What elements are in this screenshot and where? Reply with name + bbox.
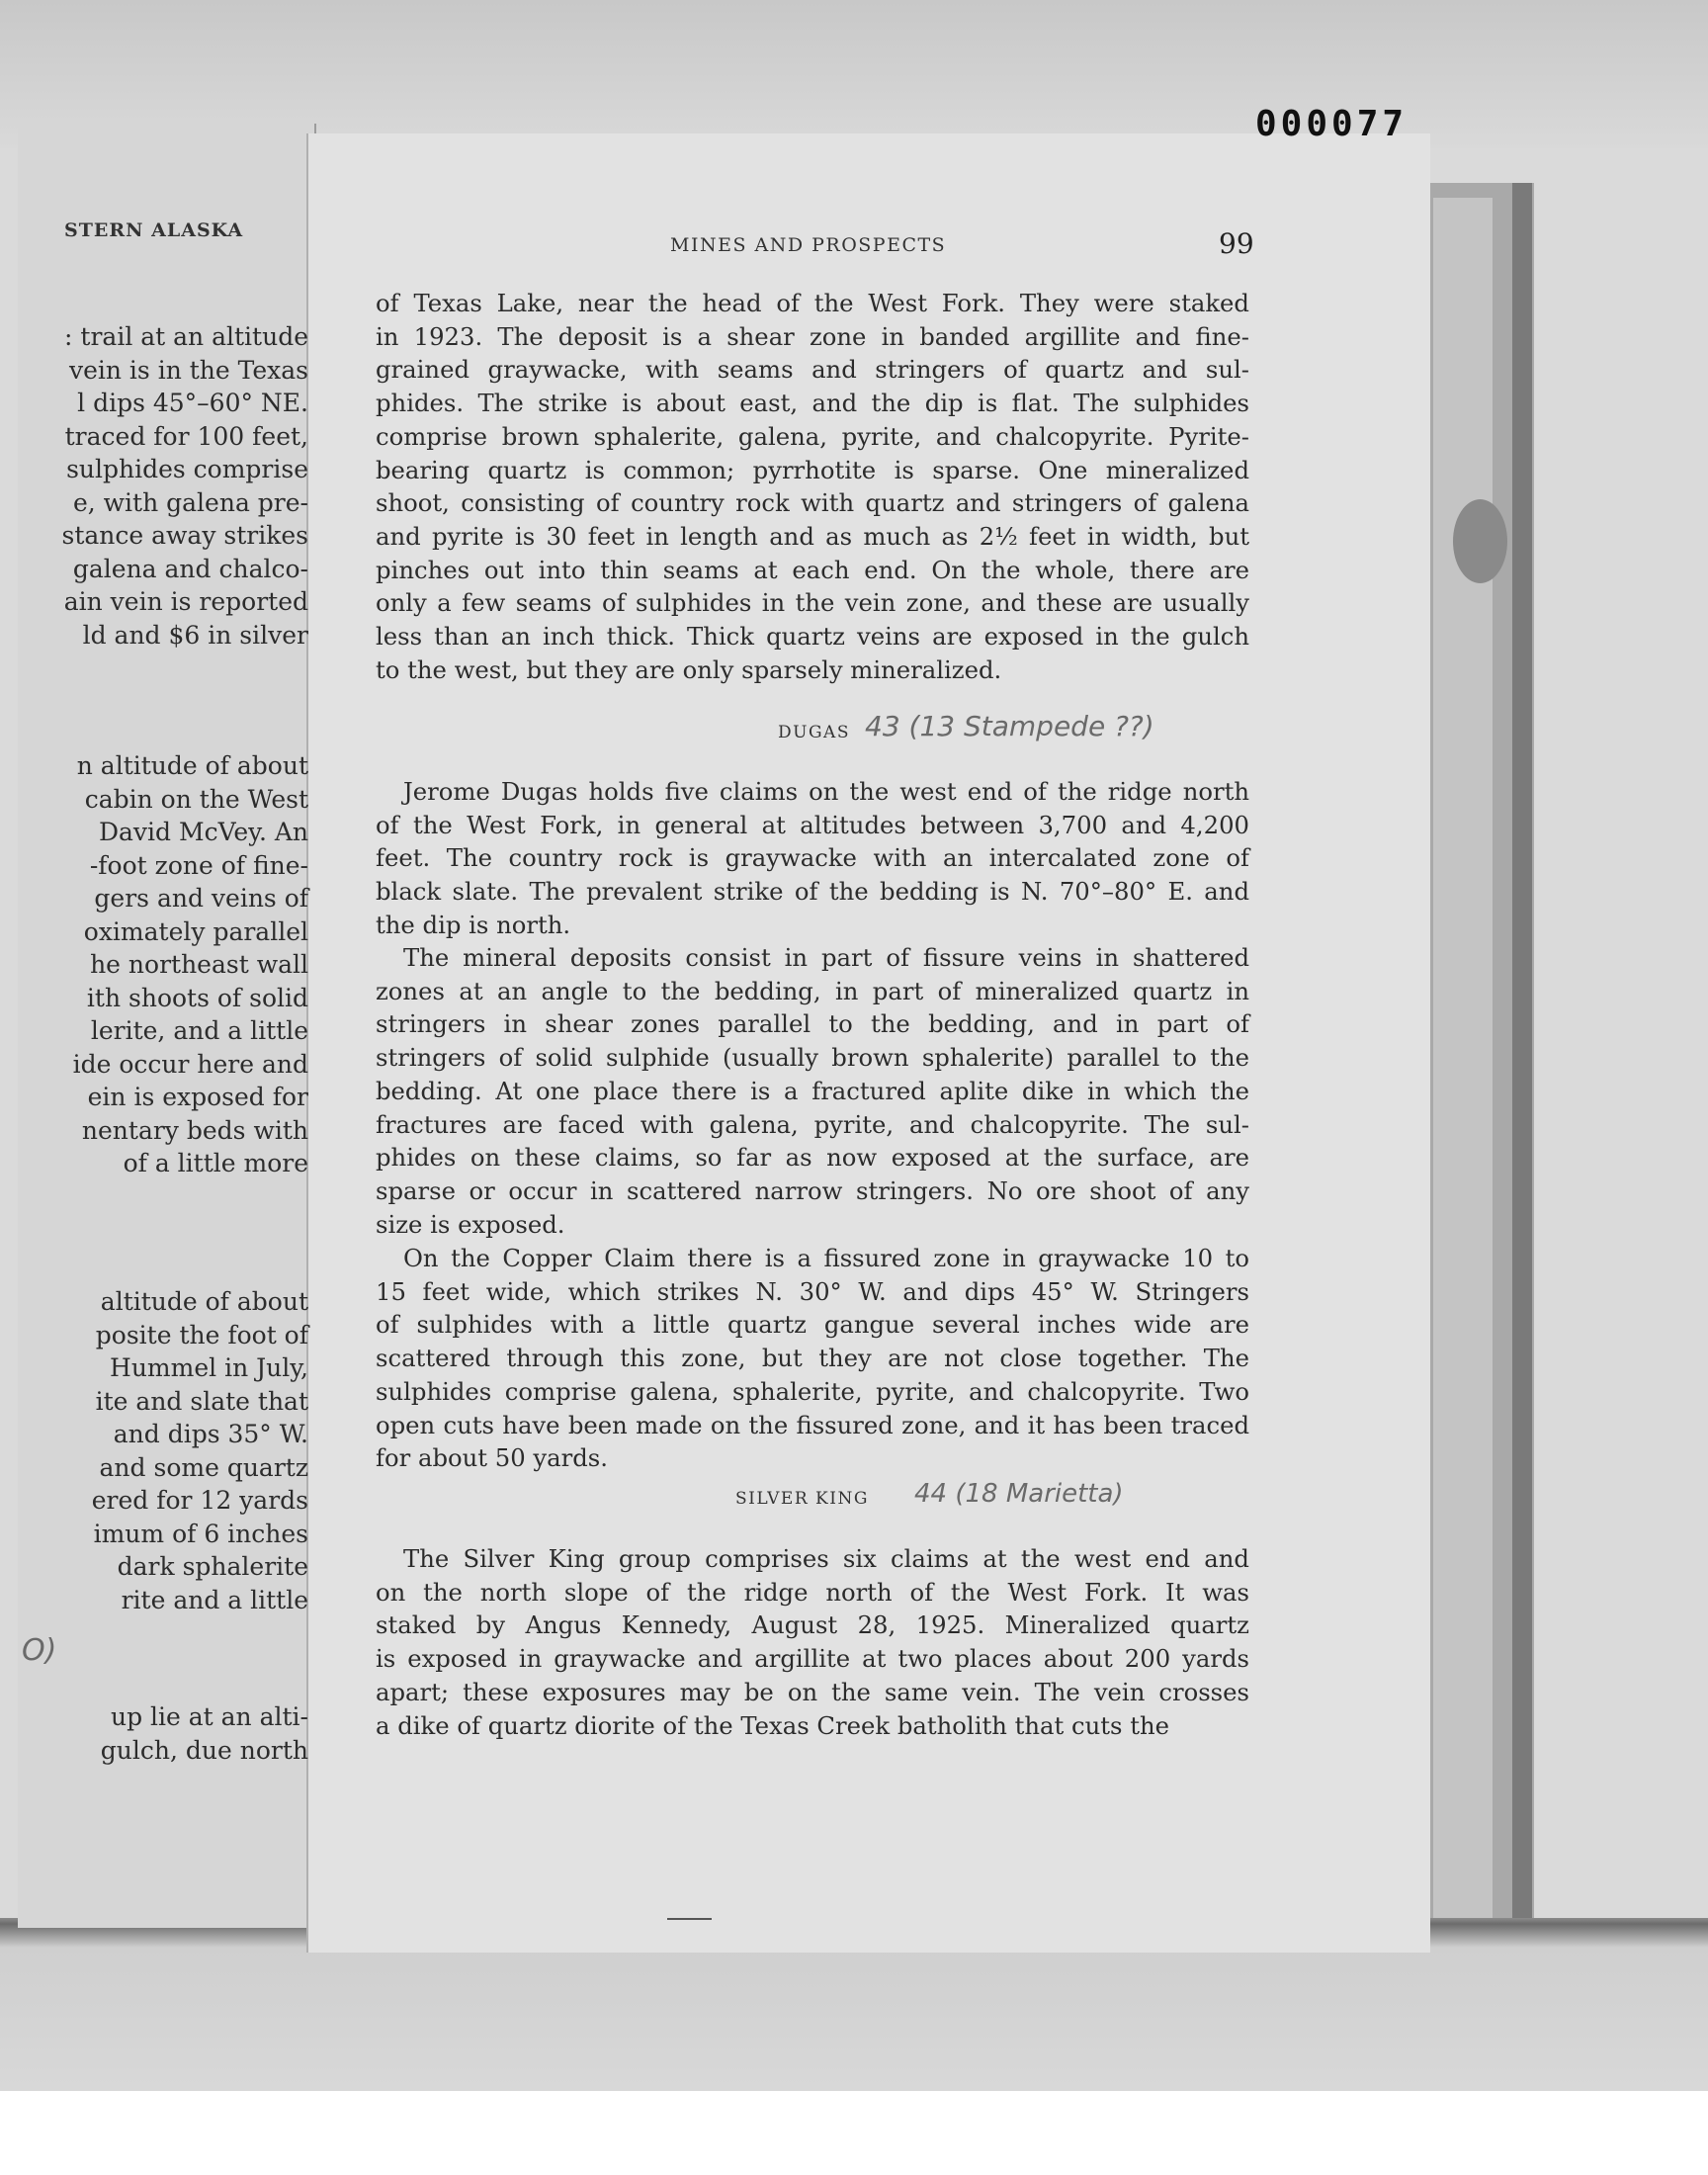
section-heading-dugas: DUGAS bbox=[778, 723, 850, 742]
text-line: feet. The country rock is graywacke with an intercalated zone of bbox=[376, 843, 1249, 873]
left-text-line: traced for 100 feet, bbox=[64, 421, 308, 451]
text-line: stringers in shear zones parallel to the bedding, and in part of bbox=[376, 1009, 1249, 1039]
text-line: is exposed in graywacke and argillite at two places about 200 yards bbox=[376, 1644, 1249, 1674]
left-text-line: ld and $6 in silver bbox=[82, 620, 308, 650]
text-line: bedding. At one place there is a fractured aplite dike in which the bbox=[376, 1076, 1249, 1105]
left-text-line: David McVey. An bbox=[98, 818, 308, 846]
text-line: the dip is north. bbox=[376, 910, 571, 939]
text-line: of Texas Lake, near the head of the West Fork. They were staked bbox=[376, 289, 1249, 317]
text-line: of the West Fork, in general at altitudes between 3,700 and 4,200 bbox=[376, 810, 1249, 839]
left-text-line: cabin on the West bbox=[84, 784, 308, 814]
left-text-line: ith shoots of solid bbox=[86, 983, 308, 1012]
left-text-line: gers and veins of bbox=[94, 884, 308, 913]
left-text-line: he northeast wall bbox=[90, 950, 308, 979]
text-line: and pyrite is 30 feet in length and as much as 2½ feet in width, but bbox=[376, 521, 1249, 551]
text-line: only a few seams of sulphides in the vein zone, and these are usually bbox=[376, 588, 1249, 618]
text-line: staked by Angus Kennedy, August 28, 1925. Mineralized quartz bbox=[376, 1610, 1249, 1640]
text-line: to the west, but they are only sparsely mineralized. bbox=[376, 654, 1002, 684]
text-line: The mineral deposits consist in part of fissure veins in shattered bbox=[403, 943, 1249, 972]
left-text-line: ite and slate that bbox=[95, 1386, 308, 1416]
left-text-line: rite and a little bbox=[121, 1585, 308, 1614]
text-line: bearing quartz is common; pyrrhotite is sparse. One mineralized bbox=[376, 455, 1249, 484]
left-text-line: Hummel in July, bbox=[110, 1353, 308, 1382]
left-text-line: ered for 12 yards bbox=[91, 1486, 308, 1515]
left-text-line: ide occur here and bbox=[72, 1049, 308, 1079]
text-line: grained graywacke, with seams and stringers of quartz and sul- bbox=[376, 355, 1249, 385]
left-running-head: STERN ALASKA bbox=[64, 219, 244, 241]
text-line: stringers of solid sulphide (usually brown sphalerite) parallel to the bbox=[376, 1043, 1249, 1073]
left-text-line: oximately parallel bbox=[83, 916, 308, 946]
paragraph-2 bbox=[376, 775, 1249, 942]
left-text-line: of a little more bbox=[123, 1149, 308, 1177]
text-line: of sulphides with a little quartz gangue several inches wide are bbox=[376, 1310, 1249, 1340]
left-text-line: dark sphalerite bbox=[117, 1552, 308, 1581]
left-text-line: posite the foot of bbox=[95, 1320, 308, 1349]
page-number: 99 bbox=[1219, 227, 1254, 260]
left-text-line: altitude of about bbox=[100, 1287, 308, 1316]
running-head: MINES AND PROSPECTS bbox=[670, 234, 947, 256]
paragraph-4 bbox=[376, 1242, 1249, 1475]
punch-hole bbox=[1453, 499, 1507, 583]
left-text-line: l dips 45°–60° NE. bbox=[77, 389, 308, 417]
left-text-line: lerite, and a little bbox=[90, 1016, 308, 1045]
text-line: shoot, consisting of country rock with quartz and stringers of galena bbox=[376, 488, 1249, 518]
text-line: zones at an angle to the bedding, in part of mineralized quartz in bbox=[376, 976, 1249, 1005]
left-text-line: sulphides comprise bbox=[66, 455, 308, 483]
left-text-line: ain vein is reported bbox=[63, 587, 308, 616]
handnote-dugas: 43 (13 Stampede ??) bbox=[865, 710, 1154, 742]
left-text-line: nentary beds with bbox=[81, 1115, 308, 1145]
left-text-line: galena and chalco- bbox=[72, 554, 308, 583]
left-text-line: up lie at an alti- bbox=[110, 1702, 308, 1731]
text-line: black slate. The prevalent strike of the bedding is N. 70°–80° E. and bbox=[376, 877, 1249, 907]
left-text-line: n altitude of about bbox=[76, 751, 308, 780]
left-text-line: stance away strikes bbox=[61, 521, 308, 550]
page-id-stamp: 000077 bbox=[1255, 104, 1409, 144]
text-line: sulphides comprise galena, sphalerite, pyrite, and chalcopyrite. Two bbox=[376, 1376, 1249, 1406]
left-text-line: e, with galena pre- bbox=[72, 487, 308, 517]
section-heading-silver-king: SILVER KING bbox=[735, 1489, 869, 1509]
text-line: comprise brown sphalerite, galena, pyrite, and chalcopyrite. Pyrite- bbox=[376, 421, 1249, 451]
text-line: 15 feet wide, which strikes N. 30° W. and dips 45° W. Stringers bbox=[376, 1276, 1249, 1306]
left-text-line: imum of 6 inches bbox=[93, 1519, 308, 1548]
text-line: on the north slope of the ridge north of the West Fork. It was bbox=[376, 1577, 1249, 1607]
binder-edge bbox=[1512, 183, 1532, 1962]
left-text-line: and dips 35° W. bbox=[113, 1420, 308, 1448]
left-text-line: ein is exposed for bbox=[87, 1083, 308, 1111]
text-line: On the Copper Claim there is a fissured zone in graywacke 10 to bbox=[403, 1244, 1249, 1272]
text-line: phides on these claims, so far as now exposed at the surface, are bbox=[376, 1143, 1249, 1173]
paragraph-1 bbox=[376, 287, 1249, 686]
text-line: phides. The strike is about east, and the dip is flat. The sulphides bbox=[376, 389, 1249, 418]
text-line: for about 50 yards. bbox=[376, 1443, 608, 1473]
text-line: scattered through this zone, but they are not close together. The bbox=[376, 1344, 1249, 1373]
left-handnote: O) bbox=[22, 1633, 57, 1668]
text-line: in 1923. The deposit is a shear zone in banded argillite and fine- bbox=[376, 321, 1249, 351]
text-line: a dike of quartz diorite of the Texas Creek batholith that cuts the bbox=[376, 1710, 1169, 1740]
binder-strip bbox=[1433, 198, 1493, 1938]
text-line: less than an inch thick. Thick quartz veins are exposed in the gulch bbox=[376, 622, 1249, 652]
left-text-line: -foot zone of fine- bbox=[89, 850, 308, 880]
text-line: Jerome Dugas holds five claims on the west end of the ridge north bbox=[403, 777, 1249, 806]
left-text-line: : trail at an altitude bbox=[64, 322, 308, 351]
paragraph-5 bbox=[376, 1542, 1249, 1742]
text-line: open cuts have been made on the fissured zone, and it has been traced bbox=[376, 1410, 1249, 1439]
text-line: The Silver King group comprises six claims at the west end and bbox=[403, 1544, 1249, 1573]
text-line: pinches out into thin seams at each end. On the whole, there are bbox=[376, 555, 1249, 584]
text-line: size is exposed. bbox=[376, 1209, 565, 1239]
left-text-line: vein is in the Texas bbox=[68, 355, 308, 385]
text-line: fractures are faced with galena, pyrite, and chalcopyrite. The sul- bbox=[376, 1109, 1249, 1139]
left-text-line: and some quartz bbox=[99, 1452, 308, 1482]
paragraph-3 bbox=[376, 941, 1249, 1241]
handnote-silver-king: 44 (18 Marietta) bbox=[914, 1479, 1124, 1509]
scan-mark bbox=[667, 1918, 712, 1920]
text-line: apart; these exposures may be on the same vein. The vein crosses bbox=[376, 1677, 1249, 1706]
left-text-line: gulch, due north bbox=[100, 1735, 308, 1765]
text-line: sparse or occur in scattered narrow stringers. No ore shoot of any bbox=[376, 1175, 1249, 1205]
